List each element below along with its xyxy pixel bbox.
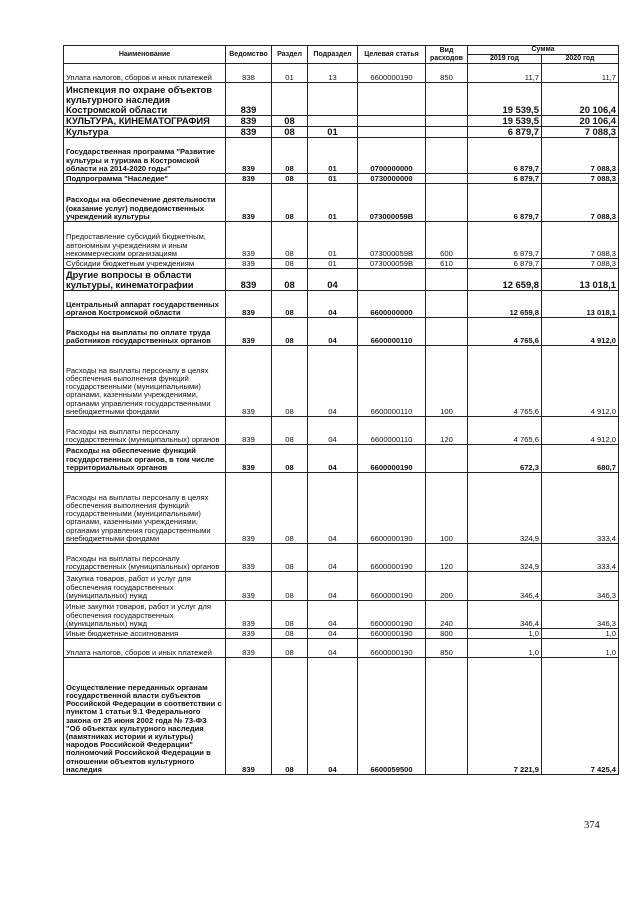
cell-dept: 838 — [226, 64, 272, 83]
cell-exp: 120 — [426, 544, 468, 572]
cell-sub: 04 — [308, 658, 358, 775]
cell-dept: 839 — [226, 83, 272, 116]
cell-sub: 01 — [308, 138, 358, 174]
cell-exp — [426, 116, 468, 127]
cell-v2020: 7 088,3 — [542, 127, 619, 138]
cell-target: 073000059В — [358, 259, 426, 269]
header-2020: 2020 год — [542, 55, 619, 64]
cell-target: 6600000110 — [358, 417, 426, 445]
table-row — [64, 116, 619, 127]
table-row — [64, 417, 619, 445]
cell-name: Государственная программа "Развитие культуры и туризма в Костромской области на 2014-2020 годы" — [64, 138, 226, 174]
cell-v2020: 20 106,4 — [542, 83, 619, 116]
cell-target: 0730000000 — [358, 174, 426, 184]
cell-target: 6600000110 — [358, 318, 426, 346]
cell-v2019: 672,3 — [468, 445, 542, 473]
cell-v2019: 346,4 — [468, 601, 542, 629]
cell-exp — [426, 445, 468, 473]
cell-v2020: 20 106,4 — [542, 116, 619, 127]
table-row — [64, 544, 619, 572]
cell-sub: 04 — [308, 629, 358, 639]
cell-section: 08 — [272, 346, 308, 417]
cell-target: 6600000190 — [358, 629, 426, 639]
cell-dept: 839 — [226, 544, 272, 572]
cell-section: 08 — [272, 417, 308, 445]
header-dept: Ведомство — [226, 46, 272, 64]
cell-v2019: 7 221,9 — [468, 658, 542, 775]
cell-name: Центральный аппарат государственных органов Костромской области — [64, 291, 226, 318]
cell-sub: 01 — [308, 127, 358, 138]
cell-name: Иные бюджетные ассигнования — [64, 629, 226, 639]
cell-v2020: 13 018,1 — [542, 291, 619, 318]
cell-section: 08 — [272, 269, 308, 291]
cell-exp: 600 — [426, 222, 468, 259]
cell-name: Иные закупки товаров, работ и услуг для обеспечения государственных (муниципальных) нужд — [64, 601, 226, 629]
cell-v2019: 324,9 — [468, 473, 542, 544]
cell-name: Расходы на выплаты персоналу в целях обеспечения выполнения функций государственными (муниципальными) органами, казенными учреждениями, органами управления государственными внебюджетными фондами — [64, 346, 226, 417]
cell-v2019: 1,0 — [468, 639, 542, 658]
cell-sub: 04 — [308, 544, 358, 572]
cell-target: 6600000110 — [358, 346, 426, 417]
cell-exp: 200 — [426, 572, 468, 601]
table-row — [64, 127, 619, 138]
cell-section: 08 — [272, 572, 308, 601]
cell-exp: 800 — [426, 629, 468, 639]
cell-sub: 01 — [308, 174, 358, 184]
cell-section: 08 — [272, 601, 308, 629]
cell-sub: 04 — [308, 346, 358, 417]
cell-v2019: 19 539,5 — [468, 83, 542, 116]
cell-v2019: 6 879,7 — [468, 184, 542, 222]
cell-exp — [426, 138, 468, 174]
cell-v2020: 1,0 — [542, 629, 619, 639]
cell-v2019: 6 879,7 — [468, 127, 542, 138]
cell-name: Расходы на выплаты по оплате труда работников государственных органов — [64, 318, 226, 346]
cell-exp: 850 — [426, 639, 468, 658]
cell-exp — [426, 269, 468, 291]
table-row — [64, 658, 619, 775]
cell-v2019: 1,0 — [468, 629, 542, 639]
cell-dept: 839 — [226, 601, 272, 629]
cell-exp: 100 — [426, 473, 468, 544]
cell-name: Подпрограмма "Наследие" — [64, 174, 226, 184]
cell-target: 6600000190 — [358, 64, 426, 83]
cell-sub: 01 — [308, 222, 358, 259]
cell-dept: 839 — [226, 572, 272, 601]
cell-section: 08 — [272, 127, 308, 138]
cell-sub: 04 — [308, 601, 358, 629]
header-exp: Вид расходов — [426, 46, 468, 64]
cell-sub — [308, 116, 358, 127]
cell-dept: 839 — [226, 445, 272, 473]
cell-v2020: 346,3 — [542, 601, 619, 629]
cell-dept: 839 — [226, 269, 272, 291]
cell-v2020: 11,7 — [542, 64, 619, 83]
cell-section: 08 — [272, 138, 308, 174]
cell-v2019: 6 879,7 — [468, 138, 542, 174]
cell-v2020: 4 912,0 — [542, 417, 619, 445]
header-section: Раздел — [272, 46, 308, 64]
cell-target: 0700000000 — [358, 138, 426, 174]
cell-dept: 839 — [226, 174, 272, 184]
cell-sub: 01 — [308, 259, 358, 269]
cell-sub: 01 — [308, 184, 358, 222]
cell-target: 6600000190 — [358, 572, 426, 601]
cell-v2020: 333,4 — [542, 473, 619, 544]
cell-section: 08 — [272, 222, 308, 259]
cell-dept: 839 — [226, 138, 272, 174]
cell-name: Другие вопросы в области культуры, кинематографии — [64, 269, 226, 291]
cell-section: 08 — [272, 445, 308, 473]
header-2019: 2019 год — [468, 55, 542, 64]
cell-exp: 100 — [426, 346, 468, 417]
cell-section: 08 — [272, 259, 308, 269]
cell-v2020: 7 088,3 — [542, 138, 619, 174]
cell-section: 08 — [272, 658, 308, 775]
cell-name: Инспекция по охране объектов культурного наследия Костромской области — [64, 83, 226, 116]
cell-v2020: 1,0 — [542, 639, 619, 658]
cell-name: Уплата налогов, сборов и иных платежей — [64, 64, 226, 83]
cell-sub: 04 — [308, 445, 358, 473]
cell-exp — [426, 83, 468, 116]
cell-v2019: 12 659,8 — [468, 291, 542, 318]
table-row — [64, 473, 619, 544]
cell-exp: 850 — [426, 64, 468, 83]
cell-target: 073000059В — [358, 184, 426, 222]
cell-name: Закупка товаров, работ и услуг для обеспечения государственных (муниципальных) нужд — [64, 572, 226, 601]
table-row — [64, 318, 619, 346]
cell-name: Расходы на выплаты персоналу государственных (муниципальных) органов — [64, 417, 226, 445]
cell-sub: 04 — [308, 639, 358, 658]
cell-v2020: 7 425,4 — [542, 658, 619, 775]
table-row — [64, 445, 619, 473]
cell-exp: 240 — [426, 601, 468, 629]
cell-sub: 04 — [308, 572, 358, 601]
cell-sub — [308, 83, 358, 116]
cell-sub: 04 — [308, 417, 358, 445]
cell-dept: 839 — [226, 259, 272, 269]
table-row — [64, 269, 619, 291]
table-row — [64, 639, 619, 658]
header-target: Целевая статья — [358, 46, 426, 64]
cell-sub: 04 — [308, 269, 358, 291]
table-row — [64, 138, 619, 174]
cell-name: Субсидии бюджетным учреждениям — [64, 259, 226, 269]
cell-v2019: 12 659,8 — [468, 269, 542, 291]
cell-dept: 839 — [226, 222, 272, 259]
table-row — [64, 184, 619, 222]
cell-target: 6600000190 — [358, 639, 426, 658]
cell-section: 08 — [272, 174, 308, 184]
cell-dept: 839 — [226, 318, 272, 346]
cell-sub: 13 — [308, 64, 358, 83]
cell-v2020: 7 088,3 — [542, 174, 619, 184]
cell-v2020: 4 912,0 — [542, 318, 619, 346]
cell-target — [358, 83, 426, 116]
cell-target: 6600000190 — [358, 445, 426, 473]
cell-name: Расходы на обеспечение деятельности (оказание услуг) подведомственных учреждений культуры — [64, 184, 226, 222]
cell-dept: 839 — [226, 127, 272, 138]
cell-exp — [426, 291, 468, 318]
cell-exp — [426, 174, 468, 184]
cell-v2019: 4 765,6 — [468, 318, 542, 346]
table-row — [64, 291, 619, 318]
cell-name: Уплата налогов, сборов и иных платежей — [64, 639, 226, 658]
cell-section: 08 — [272, 639, 308, 658]
cell-target: 6600000190 — [358, 544, 426, 572]
cell-name: Расходы на выплаты персоналу в целях обеспечения выполнения функций государственными (муниципальными) органами, казенными учреждениями, органами управления государственными внебюджетными фондами — [64, 473, 226, 544]
cell-exp — [426, 127, 468, 138]
cell-name: Расходы на выплаты персоналу государственных (муниципальных) органов — [64, 544, 226, 572]
cell-name: Предоставление субсидий бюджетным, автономным учреждениям и иным некоммерческим организациям — [64, 222, 226, 259]
budget-table — [63, 45, 619, 775]
table-row — [64, 259, 619, 269]
table-row — [64, 174, 619, 184]
cell-v2020: 7 088,3 — [542, 184, 619, 222]
cell-exp — [426, 318, 468, 346]
cell-dept: 839 — [226, 291, 272, 318]
cell-exp — [426, 184, 468, 222]
table-row — [64, 83, 619, 116]
cell-v2019: 324,9 — [468, 544, 542, 572]
cell-v2019: 6 879,7 — [468, 174, 542, 184]
cell-target: 6600000190 — [358, 601, 426, 629]
cell-name: Осуществление переданных органам государственной власти субъектов Российской Федерации в соответствии с пунктом 1 статьи 9.1 Федерального закона от 25 июня 2002 года № 73-ФЗ "Об объектах культурного наследия (памятниках истории и культуры) народов Российской Федерации" полномочий Российской Федерации в отношении объектов культурного наследия — [64, 658, 226, 775]
cell-name: КУЛЬТУРА, КИНЕМАТОГРАФИЯ — [64, 116, 226, 127]
cell-v2020: 680,7 — [542, 445, 619, 473]
cell-section: 08 — [272, 629, 308, 639]
cell-v2020: 13 018,1 — [542, 269, 619, 291]
cell-v2019: 11,7 — [468, 64, 542, 83]
cell-section: 08 — [272, 291, 308, 318]
cell-v2019: 4 765,6 — [468, 417, 542, 445]
cell-target — [358, 116, 426, 127]
cell-sub: 04 — [308, 473, 358, 544]
cell-sub: 04 — [308, 318, 358, 346]
table-row — [64, 346, 619, 417]
header-name: Наименование — [64, 46, 226, 64]
cell-dept: 839 — [226, 184, 272, 222]
cell-exp — [426, 658, 468, 775]
cell-section — [272, 83, 308, 116]
cell-dept: 839 — [226, 658, 272, 775]
cell-name: Культура — [64, 127, 226, 138]
cell-section: 08 — [272, 184, 308, 222]
cell-section: 08 — [272, 318, 308, 346]
cell-v2019: 19 539,5 — [468, 116, 542, 127]
cell-dept: 839 — [226, 346, 272, 417]
table-row — [64, 601, 619, 629]
cell-exp: 610 — [426, 259, 468, 269]
table-header — [64, 46, 619, 64]
cell-v2019: 6 879,7 — [468, 259, 542, 269]
cell-section: 08 — [272, 116, 308, 127]
cell-v2020: 346,3 — [542, 572, 619, 601]
cell-v2019: 4 765,6 — [468, 346, 542, 417]
cell-dept: 839 — [226, 116, 272, 127]
cell-dept: 839 — [226, 629, 272, 639]
cell-dept: 839 — [226, 473, 272, 544]
table-row — [64, 629, 619, 639]
cell-target: 6600059500 — [358, 658, 426, 775]
cell-target — [358, 269, 426, 291]
table-body — [64, 64, 619, 775]
cell-v2020: 4 912,0 — [542, 346, 619, 417]
header-subsection: Подраздел — [308, 46, 358, 64]
cell-section: 01 — [272, 64, 308, 83]
page-number: 374 — [584, 820, 600, 831]
cell-v2020: 333,4 — [542, 544, 619, 572]
cell-exp: 120 — [426, 417, 468, 445]
cell-target: 6600000190 — [358, 473, 426, 544]
cell-v2020: 7 088,3 — [542, 222, 619, 259]
cell-sub: 04 — [308, 291, 358, 318]
cell-target: 073000059В — [358, 222, 426, 259]
cell-target: 6600000000 — [358, 291, 426, 318]
table-row — [64, 222, 619, 259]
cell-v2019: 6 879,7 — [468, 222, 542, 259]
cell-name: Расходы на обеспечение функций государственных органов, в том числе территориальных органов — [64, 445, 226, 473]
table-row — [64, 64, 619, 83]
table-row — [64, 572, 619, 601]
cell-v2020: 7 088,3 — [542, 259, 619, 269]
header-sum: Сумма — [468, 46, 619, 55]
cell-section: 08 — [272, 473, 308, 544]
cell-v2019: 346,4 — [468, 572, 542, 601]
cell-dept: 839 — [226, 417, 272, 445]
cell-target — [358, 127, 426, 138]
cell-section: 08 — [272, 544, 308, 572]
cell-dept: 839 — [226, 639, 272, 658]
